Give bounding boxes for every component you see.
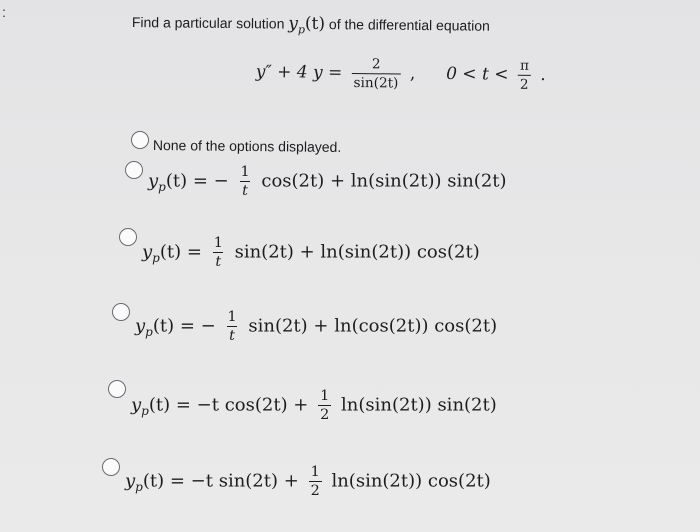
domain-left: 0 < t < bbox=[446, 63, 509, 85]
option-1-formula: $y_p(t)$ = − $\frac{1}{t}$ cos(2t) + ln(sin(2t)) sin(2t) bbox=[148, 164, 507, 199]
domain-period: . bbox=[540, 64, 546, 86]
radio-option-1[interactable] bbox=[125, 161, 143, 179]
equation-numerator: 2 bbox=[371, 56, 381, 73]
radio-option-none[interactable] bbox=[131, 131, 149, 149]
edge-mark: : bbox=[2, 4, 6, 20]
radio-option-3[interactable] bbox=[112, 303, 130, 321]
option-5-formula: $y_p(t) = -t$ sin(2t) + $\frac{1}{2}$ ln(sin(2t)) cos(2t) bbox=[125, 464, 491, 499]
equation-denominator: sin(2t) bbox=[352, 73, 401, 92]
option-none-label: None of the options displayed. bbox=[152, 137, 342, 155]
domain-fraction bbox=[518, 58, 531, 93]
radio-option-4[interactable] bbox=[108, 380, 126, 398]
equation-lhs: y″ + 4 y = bbox=[255, 61, 343, 83]
question-symbol: $y_p(t)$ bbox=[288, 13, 326, 37]
domain-numerator: π bbox=[519, 57, 530, 74]
domain-denominator: 2 bbox=[518, 75, 531, 93]
equation-fraction bbox=[352, 56, 401, 92]
option-2-formula: $y_p(t)$ = $\frac{1}{t}$ sin(2t) + ln(sin(2t)) cos(2t) bbox=[142, 235, 480, 270]
equation-comma: , bbox=[409, 63, 416, 84]
question-prefix: Find a particular solution bbox=[131, 13, 285, 32]
radio-option-5[interactable] bbox=[102, 458, 120, 476]
option-3-formula: $y_p(t)$ = − $\frac{1}{t}$ sin(2t) + ln(cos(2t)) cos(2t) bbox=[135, 309, 498, 344]
question-text bbox=[132, 12, 490, 38]
option-4-formula: $y_p(t) = -t$ cos(2t) + $\frac{1}{2}$ ln(sin(2t)) sin(2t) bbox=[131, 388, 497, 423]
radio-option-2[interactable] bbox=[119, 228, 137, 246]
differential-equation bbox=[256, 55, 546, 93]
question-suffix: of the differential equation bbox=[328, 16, 490, 34]
